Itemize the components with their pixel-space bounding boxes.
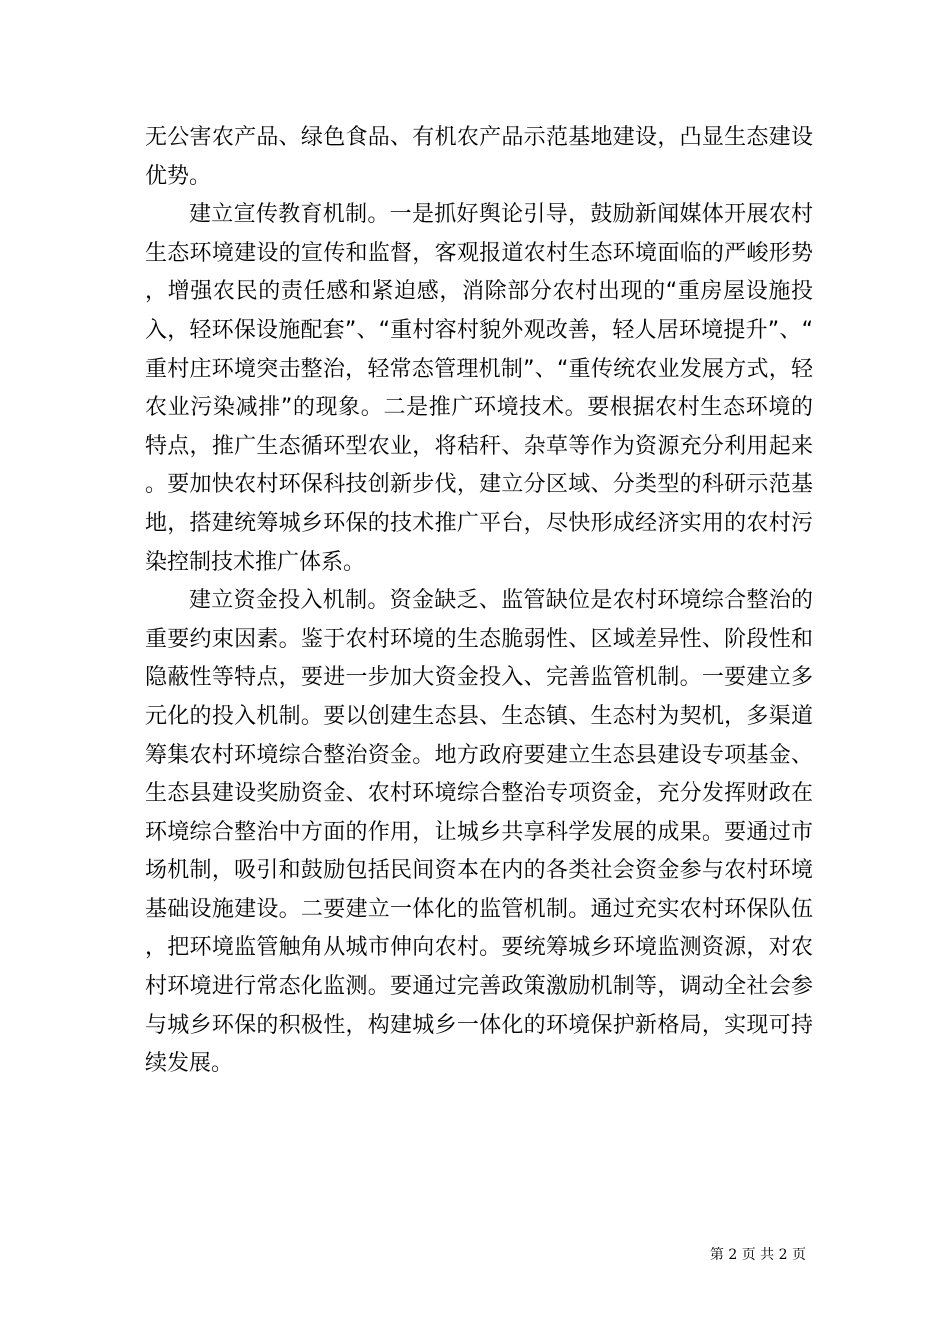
page-number-footer: 第 2 页 共 2 页 (709, 1247, 806, 1263)
paragraph-funding-investment: 建立资金投入机制。资金缺乏、监管缺位是农村环境综合整治的重要约束因素。鉴于农村环境的生态脆弱性、区域差异性、阶段性和隐蔽性等特点，要进一步加大资金投入、完善监管机制。一要建立多元化的投入机制。要以创建生态县、生态镇、生态村为契机，多渠道筹集农村环境综合整治资金。地方政府要建立生态县建设专项基金、生态县建设奖励资金、农村环境综合整治专项资金，充分发挥财政在环境综合整治中方面的作用，让城乡共享科学发展的成果。要通过市场机制，吸引和鼓励包括民间资本在内的各类社会资金参与农村环境基础设施建设。二要建立一体化的监管机制。通过充实农村环保队伍，把环境监管触角从城市伸向农村。要统筹城乡环境监测资源，对农村环境进行常态化监测。要通过完善政策激励机制等，调动全社会参与城乡环保的积极性，构建城乡一体化的环境保护新格局，实现可持续发展。 (145, 588, 813, 1077)
paragraph-continuation: 无公害农产品、绿色食品、有机农产品示范基地建设，凸显生态建设优势。 (145, 125, 813, 189)
document-body (145, 119, 813, 1084)
paragraph-publicity-education: 建立宣传教育机制。一是抓好舆论引导，鼓励新闻媒体开展农村生态环境建设的宣传和监督，客观报道农村生态环境面临的严峻形势，增强农民的责任感和紧迫感，消除部分农村出现的“重房屋设施投入，轻环保设施配套”、“重村容村貌外观改善，轻人居环境提升”、“重村庄环境突击整治，轻常态管理机制”、“重传统农业发展方式，轻农业污染减排”的现象。二是推广环境技术。要根据农村生态环境的特点，推广生态循环型农业，将秸秆、杂草等作为资源充分利用起来。要加快农村环保科技创新步伐，建立分区域、分类型的科研示范基地，搭建统筹城乡环保的技术推广平台，尽快形成经济实用的农村污染控制技术推广体系。 (145, 202, 813, 575)
